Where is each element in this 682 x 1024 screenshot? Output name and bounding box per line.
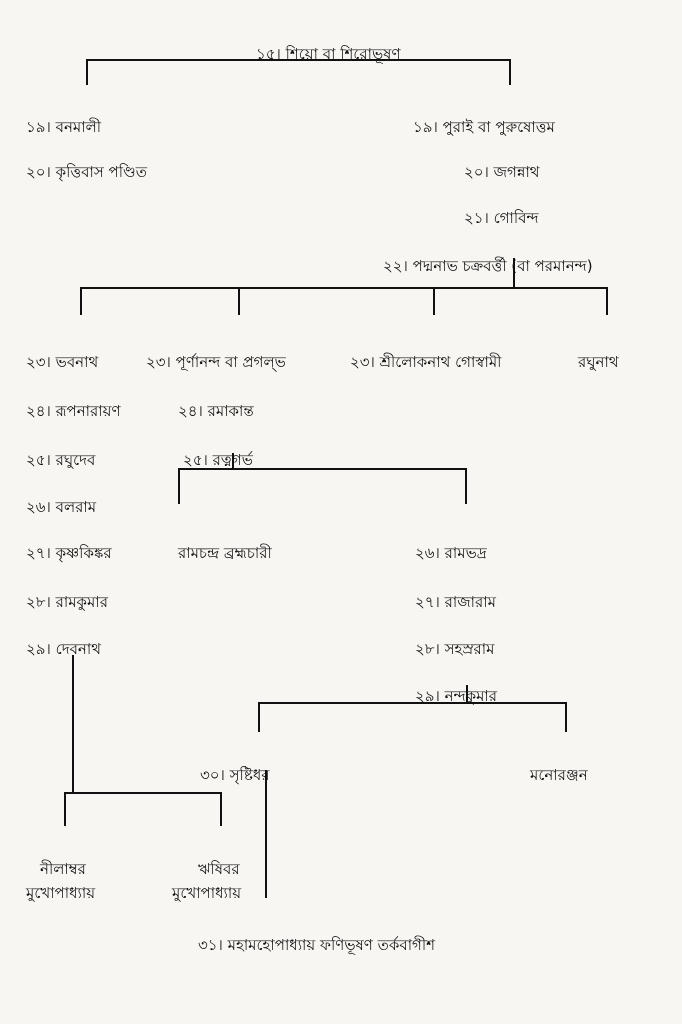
- person-node: ২৩। ভবনাথ: [26, 353, 99, 371]
- connector-line: [178, 468, 180, 504]
- person-node: মুখোপাধ্যায়: [26, 884, 96, 902]
- connector-line: [265, 770, 267, 898]
- connector-line: [509, 59, 511, 85]
- person-node: ২৬। বলরাম: [26, 498, 97, 516]
- person-node: ২৭। রাজারাম: [415, 593, 496, 611]
- person-node: রামচন্দ্র ব্রহ্মচারী: [178, 544, 272, 562]
- person-node: ২০। জগন্নাথ: [464, 163, 540, 181]
- person-node: ২১। গোবিন্দ: [464, 209, 539, 227]
- connector-line: [238, 287, 240, 315]
- connector-line: [220, 792, 222, 826]
- connector-line: [80, 287, 607, 289]
- person-node: ২৯। নন্দকুমার: [415, 687, 498, 705]
- person-node: ৩০। সৃষ্টিধর: [200, 766, 270, 784]
- person-node: ১৯। বনমালী: [26, 118, 102, 136]
- person-node: ১৫। শিয়ো বা শিরোভূষণ: [256, 45, 401, 63]
- person-node: ঋষিবর: [198, 860, 240, 878]
- person-node: ২৮। সহস্ররাম: [415, 640, 495, 658]
- person-node: ২৯। দেবনাথ: [26, 640, 101, 658]
- connector-line: [258, 702, 566, 704]
- connector-line: [80, 287, 82, 315]
- person-node: ১৯। পুরাই বা পুরুষোত্তম: [413, 118, 555, 136]
- person-node: ২৮। রামকুমার: [26, 593, 108, 611]
- person-node: ৩১। মহামহোপাধ্যায় ফণিভূষণ তর্কবাগীশ: [198, 936, 436, 954]
- person-node: ২৫। রঘুদেব: [26, 451, 96, 469]
- person-node: ২৪। রূপনারায়ণ: [26, 402, 121, 420]
- person-node: ২৫। রত্নগর্ভ: [183, 451, 253, 469]
- person-node: ২২। পদ্মনাভ চক্রবর্ত্তী (বা পরমানন্দ): [383, 257, 593, 275]
- person-node: মনোরঞ্জন: [530, 766, 588, 784]
- person-node: ২৪। রমাকান্ত: [178, 402, 254, 420]
- person-node: ২৭। কৃষ্ণকিঙ্কর: [26, 544, 112, 562]
- person-node: ২৬। রামভদ্র: [415, 544, 487, 562]
- connector-line: [86, 59, 88, 85]
- person-node: ২০। কৃত্তিবাস পণ্ডিত: [26, 163, 147, 181]
- connector-line: [64, 792, 66, 826]
- person-node: মুখোপাধ্যায়: [172, 884, 242, 902]
- connector-line: [606, 287, 608, 315]
- person-node: নীলাম্বর: [40, 860, 86, 878]
- person-node: রঘুনাথ: [578, 353, 619, 371]
- connector-line: [465, 468, 467, 504]
- person-node: ২৩। শ্রীলোকনাথ গোস্বামী: [350, 353, 502, 371]
- connector-line: [258, 702, 260, 732]
- connector-line: [433, 287, 435, 315]
- connector-line: [72, 655, 74, 793]
- person-node: ২৩। পূর্ণানন্দ বা প্রগল্ভ: [146, 353, 286, 371]
- connector-line: [565, 702, 567, 732]
- connector-line: [64, 792, 221, 794]
